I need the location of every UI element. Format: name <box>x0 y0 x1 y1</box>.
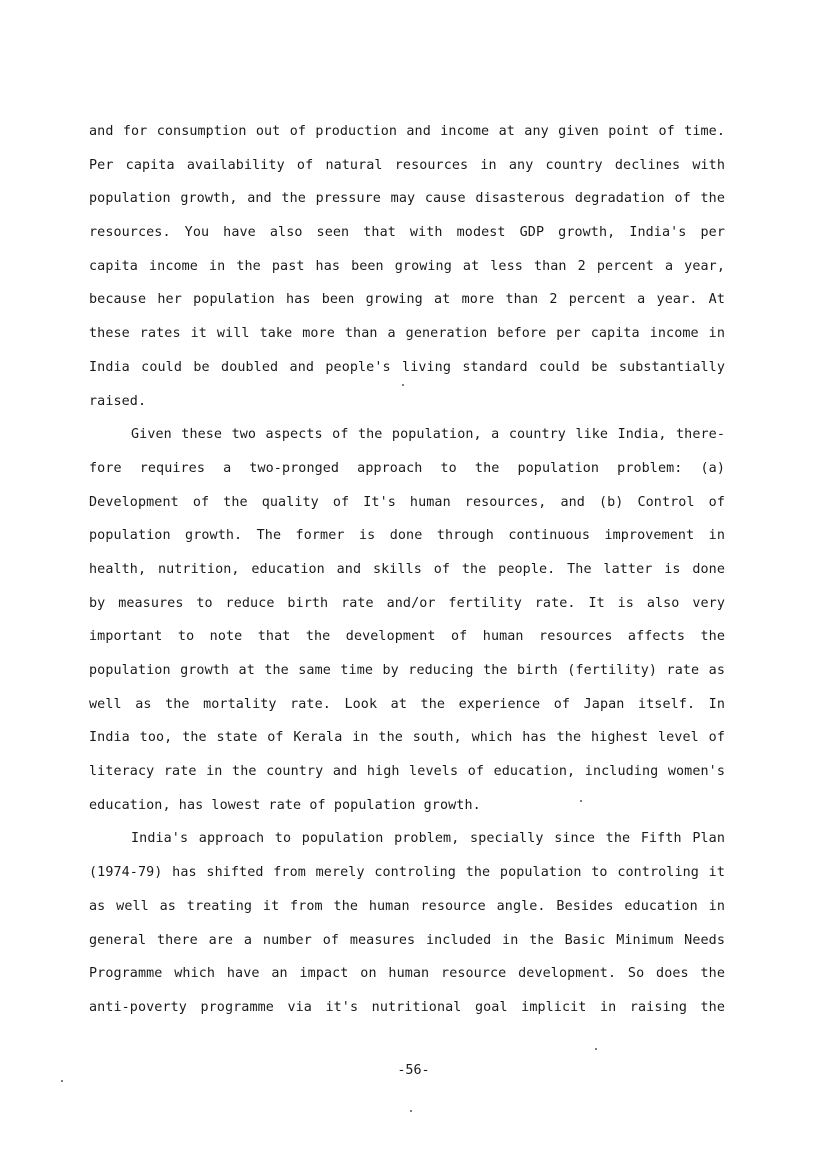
text-line: important to note that the development of human resources affects the <box>89 629 725 645</box>
scan-speck <box>580 800 582 802</box>
text-line: general there are a number of measures included in the Basic Minimum Needs <box>89 932 725 948</box>
text-line: well as the mortality rate. Look at the experience of Japan itself. In <box>89 696 725 712</box>
text-line: capita income in the past has been growing at less than 2 percent a year, <box>89 258 725 274</box>
text-line: raised. <box>89 393 147 409</box>
text-line: Programme which have an impact on human resource development. So does the <box>89 966 725 982</box>
text-line: literacy rate in the country and high levels of education, including women's <box>89 764 725 780</box>
text-line: fore requires a two-pronged approach to the population problem: (a) <box>89 460 725 476</box>
text-line: (1974-79) has shifted from merely controling the population to controling it <box>89 865 725 881</box>
text-line: health, nutrition, education and skills of the people. The latter is done <box>89 561 725 577</box>
text-line: by measures to reduce birth rate and/or fertility rate. It is also very <box>89 595 725 611</box>
page-number: -56- <box>397 1063 430 1078</box>
text-line: these rates it will take more than a generation before per capita income in <box>89 326 725 342</box>
text-line: resources. You have also seen that with modest GDP growth, India's per <box>89 225 725 241</box>
text-line: anti-poverty programme via it's nutritional goal implicit in raising the <box>89 999 725 1015</box>
scan-speck <box>61 1080 63 1082</box>
text-line: Development of the quality of It's human resources, and (b) Control of <box>89 494 725 510</box>
text-line: education, has lowest rate of population growth. <box>89 797 481 813</box>
text-line: Per capita availability of natural resources in any country declines with <box>89 157 725 173</box>
text-line: population growth, and the pressure may cause disasterous degradation of the <box>89 191 725 207</box>
scan-speck <box>410 1110 412 1112</box>
text-line: India could be doubled and people's living standard could be substantially <box>89 359 725 375</box>
text-line: population growth at the same time by reducing the birth (fertility) rate as <box>89 663 725 678</box>
text-line: population growth. The former is done through continuous improvement in <box>89 528 725 544</box>
text-line: and for consumption out of production and income at any given point of time. <box>89 124 725 139</box>
scan-speck <box>595 1048 597 1050</box>
text-line: as well as treating it from the human resource angle. Besides education in <box>89 898 725 914</box>
scan-speck <box>402 384 404 386</box>
paragraph-first-line: India's approach to population problem, specially since the Fifth Plan <box>131 831 725 847</box>
text-line: because her population has been growing at more than 2 percent a year. At <box>89 292 725 308</box>
body-text <box>89 119 725 1029</box>
paragraph-first-line: Given these two aspects of the population, a country like India, there- <box>131 427 725 443</box>
text-line: India too, the state of Kerala in the south, which has the highest level of <box>89 730 725 746</box>
